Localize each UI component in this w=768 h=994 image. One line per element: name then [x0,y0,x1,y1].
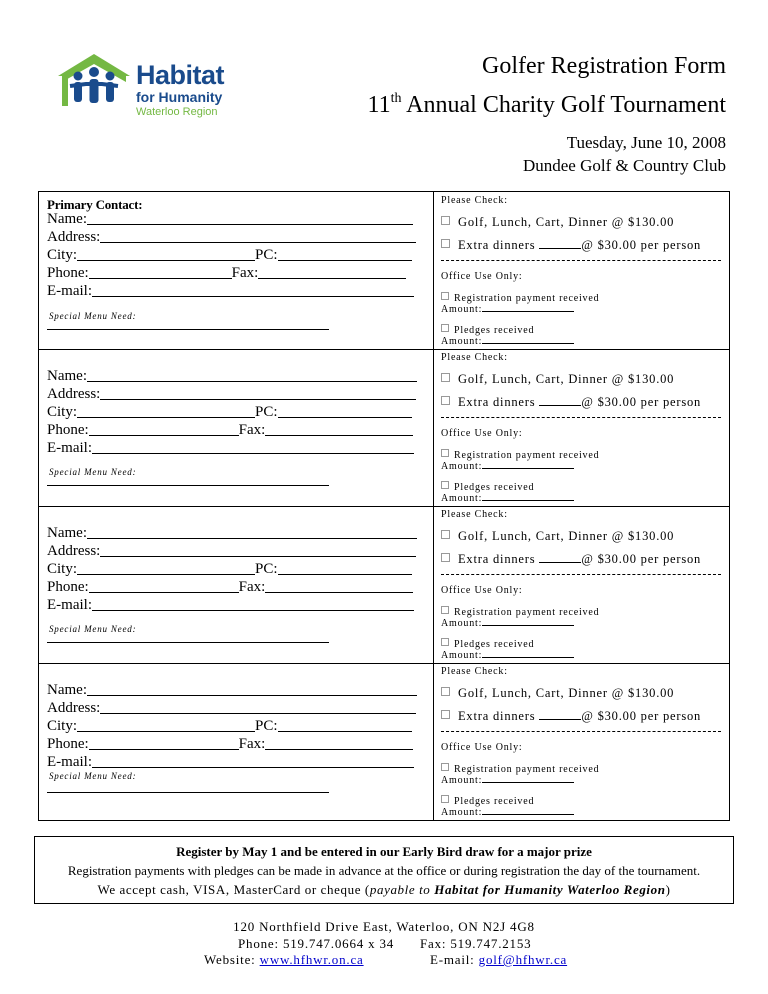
city-pc-field[interactable]: City: PC: [47,718,412,735]
special-menu-label: Special Menu Need: [49,771,137,781]
email-field[interactable]: E-mail: [47,283,414,300]
pledges-received[interactable]: Pledges received [441,638,534,650]
name-field[interactable]: Name: [47,682,417,699]
phone-fax-field[interactable]: Phone: Fax: [47,579,413,596]
golf-option[interactable]: Golf, Lunch, Cart, Dinner @ $130.00 [441,686,674,701]
extra-dinners-option[interactable]: Extra dinners @ $30.00 per person [441,238,701,253]
golf-option[interactable]: Golf, Lunch, Cart, Dinner @ $130.00 [441,372,674,387]
registration-received[interactable]: Registration payment received [441,449,599,461]
extra-dinners-option[interactable]: Extra dinners @ $30.00 per person [441,709,701,724]
event-title: 11th Annual Charity Golf Tournament [367,91,726,118]
logo-wordmark-humanity: for Humanity [136,89,223,105]
address-field[interactable]: Address: [47,700,416,717]
please-check-label: Please Check: [441,666,508,677]
pledges-amount[interactable]: Amount: [441,336,574,347]
checkbox-icon[interactable] [441,449,449,457]
golfer-row [39,506,729,664]
special-menu-label: Special Menu Need: [49,311,137,321]
golfer-row [39,192,729,349]
form-title: Golfer Registration Form [482,53,726,79]
city-pc-field[interactable]: City: PC: [47,404,412,421]
please-check-label: Please Check: [441,509,508,520]
dashed-separator [441,574,721,575]
event-venue: Dundee Golf & Country Club [522,156,726,175]
phone-fax-field[interactable]: Phone: Fax: [47,422,413,439]
golf-option[interactable]: Golf, Lunch, Cart, Dinner @ $130.00 [441,215,674,230]
special-menu-line[interactable] [47,642,329,643]
checkbox-icon[interactable] [441,481,449,489]
checkbox-icon[interactable] [441,638,449,646]
checkbox-icon[interactable] [441,530,450,539]
checkbox-icon[interactable] [441,239,450,248]
office-use-label: Office Use Only: [441,428,523,439]
footer-fax: Fax: 519.747.2153 [420,936,532,951]
address-field[interactable]: Address: [47,386,416,403]
address-field[interactable]: Address: [47,543,416,560]
checkbox-icon[interactable] [441,216,450,225]
payment-notice: Registration payments with pledges can be made in advance at the office or during registration the day of the tournament. [67,863,701,878]
special-menu-line[interactable] [47,485,329,486]
footer-email: E-mail: golf@hfhwr.ca [430,952,568,967]
dashed-separator [441,731,721,732]
please-check-label: Please Check: [441,195,508,206]
footer-website: Website: www.hfhwr.on.ca [204,952,364,967]
registration-amount[interactable]: Amount: [441,304,574,315]
extra-dinners-option[interactable]: Extra dinners @ $30.00 per person [441,395,701,410]
registration-amount[interactable]: Amount: [441,461,574,472]
city-pc-field[interactable]: City: PC: [47,247,412,264]
checkbox-icon[interactable] [441,763,449,771]
logo-wordmark-habitat: Habitat [136,60,225,90]
logo-wordmark-region: Waterloo Region [136,106,218,118]
registration-amount[interactable]: Amount: [441,775,574,786]
checkbox-icon[interactable] [441,710,450,719]
name-field[interactable]: Name: [47,211,413,228]
habitat-logo [56,52,246,124]
notice-box [34,836,734,904]
dashed-separator [441,260,721,261]
checkbox-icon[interactable] [441,373,450,382]
registration-received[interactable]: Registration payment received [441,292,599,304]
dashed-separator [441,417,721,418]
primary-contact-label: Primary Contact: [47,197,143,212]
please-check-label: Please Check: [441,352,508,363]
office-use-label: Office Use Only: [441,585,523,596]
golfer-row [39,349,729,507]
office-use-label: Office Use Only: [441,742,523,753]
extra-dinners-option[interactable]: Extra dinners @ $30.00 per person [441,552,701,567]
checkbox-icon[interactable] [441,553,450,562]
name-field[interactable]: Name: [47,368,417,385]
special-menu-label: Special Menu Need: [49,467,137,477]
golf-option[interactable]: Golf, Lunch, Cart, Dinner @ $130.00 [441,529,674,544]
checkbox-icon[interactable] [441,606,449,614]
footer-phone: Phone: 519.747.0664 x 34 [238,936,395,951]
pledges-received[interactable]: Pledges received [441,481,534,493]
email-field[interactable]: E-mail: [47,440,414,457]
checkbox-icon[interactable] [441,292,449,300]
pledges-received[interactable]: Pledges received [441,324,534,336]
special-menu-line[interactable] [47,329,329,330]
golfer-row [39,663,729,821]
event-date: Tuesday, June 10, 2008 [566,133,726,152]
house-people-icon [56,52,136,112]
registration-amount[interactable]: Amount: [441,618,574,629]
special-menu-line[interactable] [47,792,329,793]
pledges-amount[interactable]: Amount: [441,650,574,661]
footer-address: 120 Northfield Drive East, Waterloo, ON N2J 4G8 [233,919,535,934]
address-field[interactable]: Address: [47,229,416,246]
pledges-received[interactable]: Pledges received [441,795,534,807]
phone-fax-field[interactable]: Phone: Fax: [47,736,413,753]
city-pc-field[interactable]: City: PC: [47,561,412,578]
email-field[interactable]: E-mail: [47,754,414,771]
name-field[interactable]: Name: [47,525,417,542]
email-link[interactable]: golf@hfhwr.ca [478,952,568,967]
pledges-amount[interactable]: Amount: [441,493,574,504]
registration-received[interactable]: Registration payment received [441,763,599,775]
phone-fax-field[interactable]: Phone: Fax: [47,265,406,282]
checkbox-icon[interactable] [441,795,449,803]
registration-received[interactable]: Registration payment received [441,606,599,618]
email-field[interactable]: E-mail: [47,597,414,614]
website-link[interactable]: www.hfhwr.on.ca [259,952,364,967]
early-bird-notice: Register by May 1 and be entered in our Early Bird draw for a major prize [176,844,592,859]
checkbox-icon[interactable] [441,687,450,696]
checkbox-icon[interactable] [441,324,449,332]
checkbox-icon[interactable] [441,396,450,405]
pledges-amount[interactable]: Amount: [441,807,574,818]
special-menu-label: Special Menu Need: [49,624,137,634]
registration-grid [38,191,730,821]
office-use-label: Office Use Only: [441,271,523,282]
payment-methods: We accept cash, VISA, MasterCard or cheque (payable to Habitat for Humanity Waterloo Region) [97,882,671,897]
